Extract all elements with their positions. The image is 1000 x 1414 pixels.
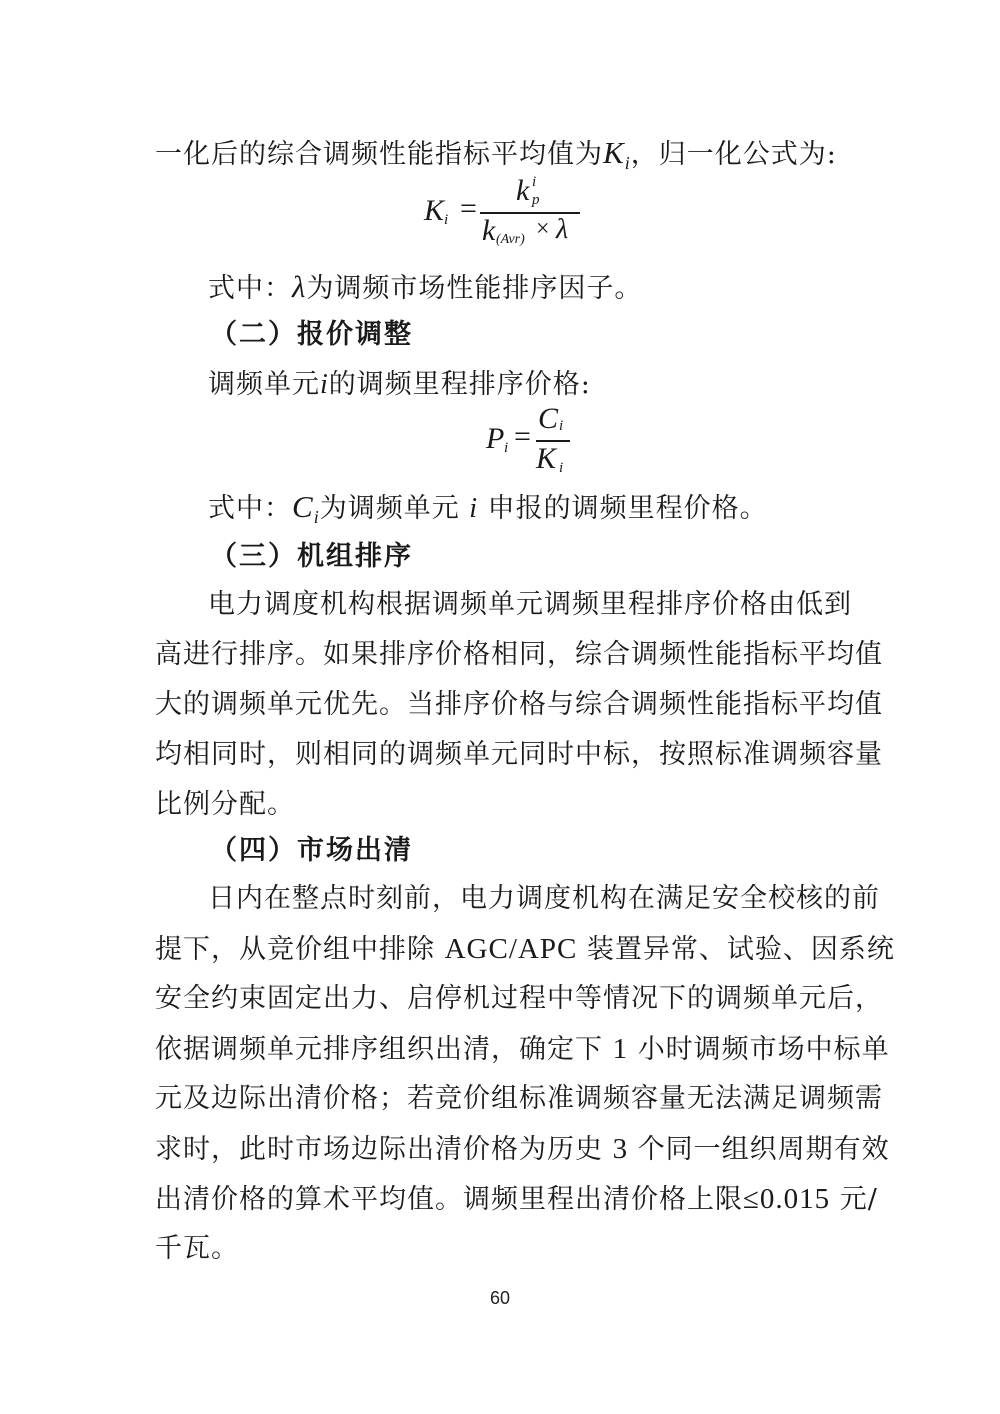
text-span: 个同一组织周期有效 bbox=[637, 1134, 890, 1165]
text-span: 的调频里程排序价格: bbox=[328, 369, 591, 400]
formula-lhs: K bbox=[424, 194, 445, 227]
formula-numerator: C bbox=[538, 402, 559, 435]
math-subscript: i bbox=[313, 507, 320, 527]
text-span: 为调频单元 bbox=[319, 493, 460, 524]
paragraph-line: 均相同时，则相同的调频单元同时中标，按照标准调频容量 bbox=[155, 739, 883, 770]
formula-equals: = bbox=[514, 420, 531, 453]
section-heading: （二）报价调整 bbox=[210, 319, 413, 350]
formula-equals: = bbox=[460, 192, 477, 225]
text-span: 式中： bbox=[208, 273, 292, 304]
text-line bbox=[208, 482, 908, 532]
text-span: AGC/APC bbox=[444, 933, 578, 965]
text-span: 装置异常、试验、因系统 bbox=[586, 934, 895, 965]
text-span: 调频单元 bbox=[208, 369, 320, 400]
math-variable: λ bbox=[292, 269, 307, 304]
text-span: 1 bbox=[612, 1033, 629, 1065]
math-subscript: i bbox=[624, 153, 631, 173]
text-span: 依据调频单元排序组织出清，确定下 bbox=[155, 1034, 603, 1065]
formula-denominator-subscript: i bbox=[559, 460, 564, 476]
formula-times: × bbox=[536, 216, 550, 242]
page-number: 60 bbox=[489, 1288, 511, 1308]
text-span: ≤0.015 bbox=[743, 1183, 831, 1215]
paragraph-line bbox=[155, 1124, 890, 1174]
formula-numerator: k bbox=[516, 174, 530, 207]
formula-numerator-superscript: i bbox=[532, 174, 537, 190]
paragraph-line: 电力调度机构根据调频单元调频里程排序价格由低到 bbox=[208, 589, 852, 620]
paragraph-line bbox=[155, 1174, 878, 1224]
formula-lambda: λ bbox=[556, 214, 569, 245]
formula-ranking-price bbox=[484, 400, 594, 480]
formula-lhs-subscript: i bbox=[444, 212, 449, 228]
formula-normalization bbox=[420, 170, 620, 250]
text-span: ，归一化公式为: bbox=[630, 139, 837, 170]
text-span: 申报的调频里程价格。 bbox=[487, 493, 768, 524]
formula-denominator: k bbox=[482, 214, 496, 247]
section-heading: （四）市场出清 bbox=[210, 835, 413, 866]
text-span: 元/ bbox=[839, 1184, 878, 1215]
section-heading: （三）机组排序 bbox=[210, 541, 413, 572]
text-span: 式中： bbox=[208, 493, 292, 524]
paragraph-line: 大的调频单元优先。当排序价格与综合调频性能指标平均值 bbox=[155, 689, 883, 720]
paragraph-line: 高进行排序。如果排序价格相同，综合调频性能指标平均值 bbox=[155, 639, 883, 670]
math-variable: i bbox=[320, 369, 329, 400]
paragraph-line: 比例分配。 bbox=[155, 789, 295, 820]
paragraph-line: 安全约束固定出力、启停机过程中等情况下的调频单元后， bbox=[155, 983, 883, 1014]
paragraph-line: 元及边际出清价格；若竞价组标准调频容量无法满足调频需 bbox=[155, 1083, 883, 1114]
formula-lhs-subscript: i bbox=[504, 440, 509, 456]
formula-numerator-subscript: p bbox=[532, 192, 540, 208]
paragraph-line: 日内在整点时刻前，电力调度机构在满足安全校核的前 bbox=[208, 883, 880, 914]
paragraph-line: 千瓦。 bbox=[155, 1233, 239, 1264]
text-span: 一化后的综合调频性能指标平均值为 bbox=[155, 139, 603, 170]
formula-denominator-subscript: (Avr) bbox=[496, 232, 525, 247]
formula-lhs: P bbox=[486, 422, 505, 455]
text-line bbox=[208, 262, 908, 312]
paragraph-line bbox=[155, 1024, 890, 1074]
formula-numerator-subscript: i bbox=[559, 418, 564, 434]
text-span: 小时调频市场中标单 bbox=[637, 1034, 890, 1065]
formula-denominator: K bbox=[536, 442, 557, 475]
text-span: 出清价格的算术平均值。调频里程出清价格上限 bbox=[155, 1184, 743, 1215]
text-span: 为调频市场性能排序因子。 bbox=[306, 273, 643, 304]
math-variable: C bbox=[292, 489, 314, 524]
math-variable: i bbox=[469, 493, 479, 524]
math-variable: K bbox=[603, 135, 625, 170]
text-span: 求时，此时市场边际出清价格为历史 bbox=[155, 1134, 603, 1165]
paragraph-line bbox=[155, 924, 895, 974]
text-span: 3 bbox=[612, 1133, 629, 1165]
text-span: 提下，从竞价组中排除 bbox=[155, 934, 435, 965]
